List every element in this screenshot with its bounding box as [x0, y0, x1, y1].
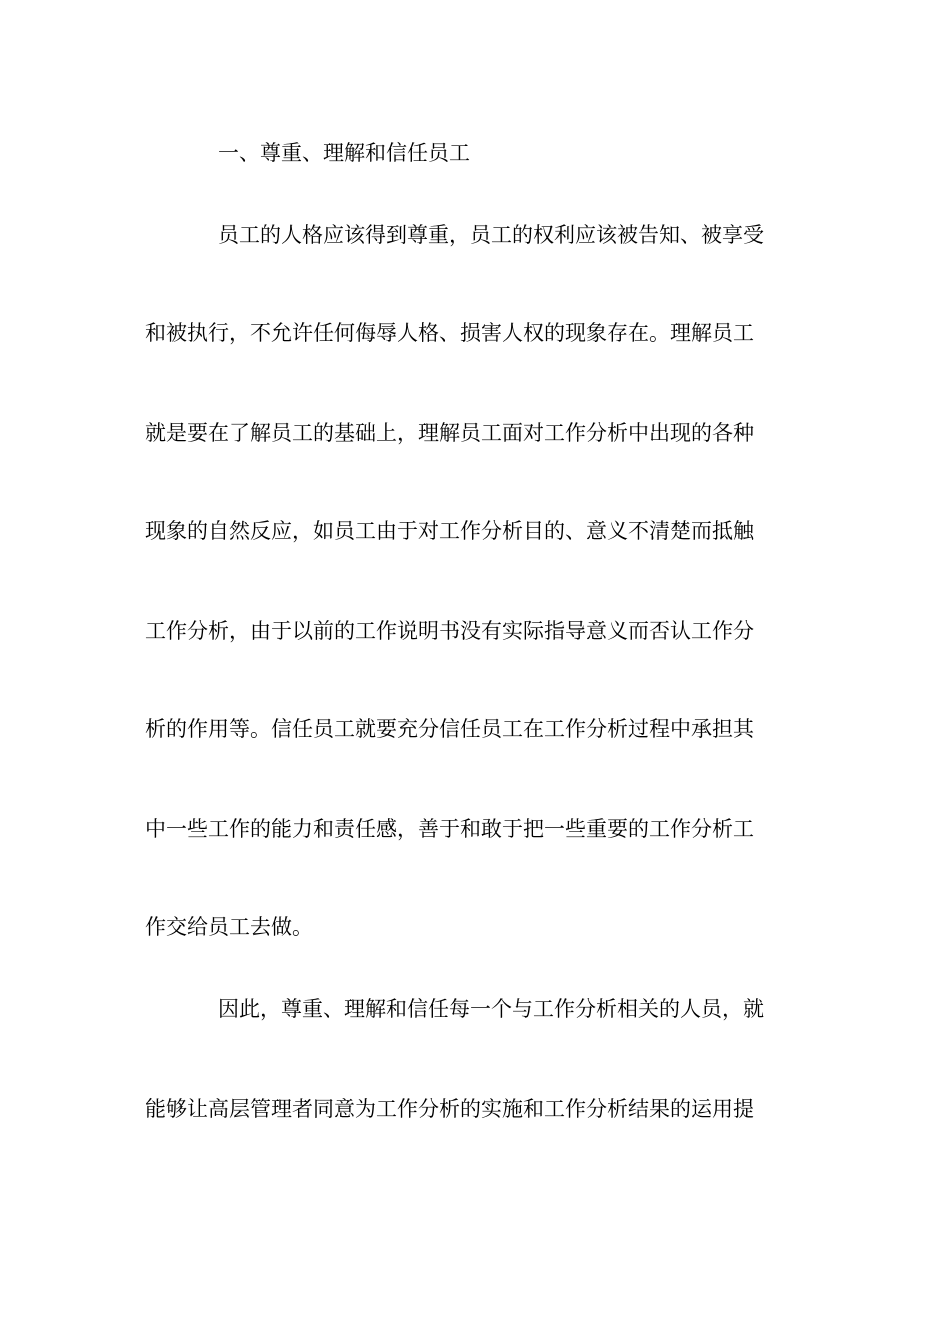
paragraph-line: 工作分析，由于以前的工作说明书没有实际指导意义而否认工作分 — [145, 619, 754, 643]
paragraph-line: 就是要在了解员工的基础上，理解员工面对工作分析中出现的各种 — [145, 421, 754, 445]
paragraph-line: 作交给员工去做。 — [145, 915, 313, 939]
paragraph-line: 因此，尊重、理解和信任每一个与工作分析相关的人员，就 — [218, 997, 764, 1021]
paragraph-line: 现象的自然反应，如员工由于对工作分析目的、意义不清楚而抵触 — [145, 519, 754, 543]
paragraph-line: 能够让高层管理者同意为工作分析的实施和工作分析结果的运用提 — [145, 1097, 754, 1121]
section-heading: 一、尊重、理解和信任员工 — [218, 141, 470, 165]
paragraph-line: 员工的人格应该得到尊重，员工的权利应该被告知、被享受 — [218, 223, 764, 247]
paragraph-line: 析的作用等。信任员工就要充分信任员工在工作分析过程中承担其 — [145, 717, 754, 741]
paragraph-line: 和被执行，不允许任何侮辱人格、损害人权的现象存在。理解员工 — [145, 321, 754, 345]
paragraph-line: 中一些工作的能力和责任感，善于和敢于把一些重要的工作分析工 — [145, 817, 754, 841]
